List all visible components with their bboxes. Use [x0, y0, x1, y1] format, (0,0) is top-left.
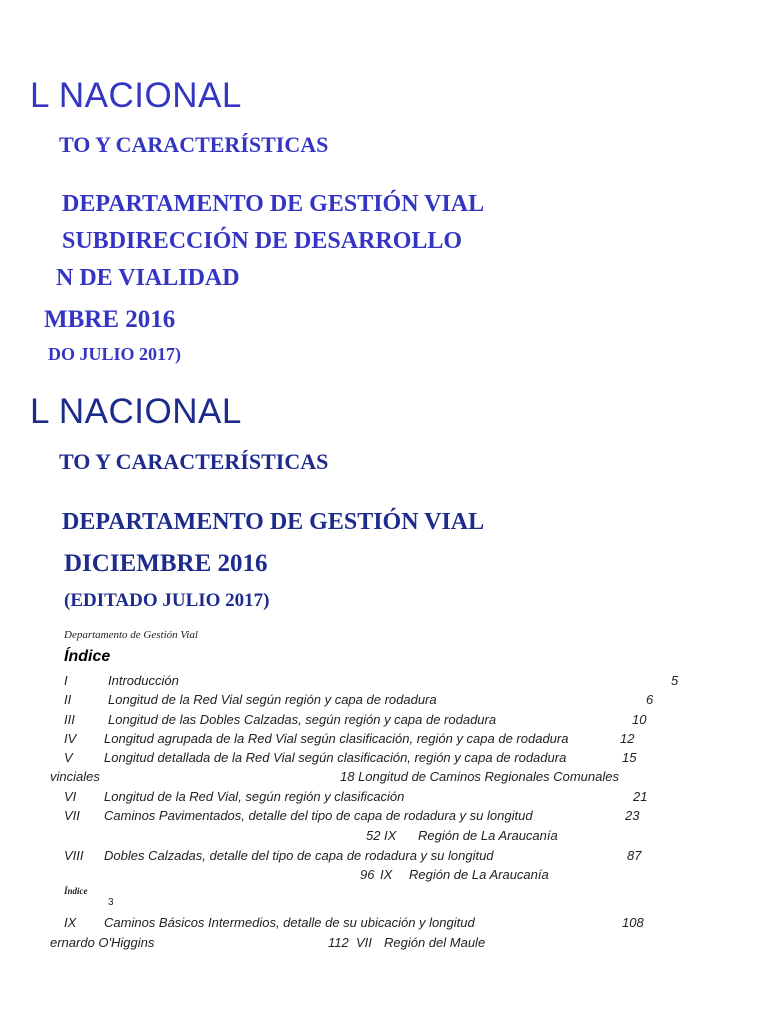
edited-line-2: (EDITADO JULIO 2017)	[64, 590, 270, 611]
toc-title[interactable]: Longitud detallada de la Red Vial según clasificación, región y capa de rodadura	[104, 750, 567, 765]
toc-page: 21	[633, 789, 648, 804]
toc-page: 96	[360, 867, 375, 882]
heading-red-vial-nacional-2: L NACIONAL	[30, 392, 242, 431]
subdireccion-line: SUBDIRECCIÓN DE DESARROLLO	[62, 228, 463, 254]
toc-num: VII	[64, 808, 80, 823]
toc-title[interactable]: Región del Maule	[384, 935, 486, 950]
toc-page: 52	[366, 828, 381, 843]
toc-page: 23	[625, 808, 640, 823]
running-footer-indice: Índice	[64, 886, 88, 896]
toc-page: 6	[646, 692, 654, 707]
subtitle-caracteristicas-1: TO Y CARACTERÍSTICAS	[59, 132, 329, 157]
toc-page: 5	[671, 673, 679, 688]
toc-fragment-left: vinciales	[50, 769, 100, 784]
toc-title[interactable]: Longitud de la Red Vial, según región y clasificación	[104, 789, 405, 804]
direccion-vialidad-line: N DE VIALIDAD	[56, 265, 240, 291]
toc-page: 87	[627, 848, 642, 863]
toc-title[interactable]: Región de La Araucanía	[409, 867, 549, 882]
toc-num: IX	[64, 915, 77, 930]
date-line-1: MBRE 2016	[44, 306, 176, 333]
toc-num: III	[64, 712, 75, 727]
toc-page: 10	[632, 712, 647, 727]
page-number: 3	[108, 897, 114, 908]
department-line-1: DEPARTAMENTO DE GESTIÓN VIAL	[62, 191, 485, 217]
toc-num: IX	[384, 828, 397, 843]
toc-num: VII	[356, 935, 372, 950]
toc-title[interactable]: Introducción	[108, 673, 179, 688]
toc-page: 108	[622, 915, 644, 930]
toc-num: IX	[380, 867, 393, 882]
toc-title[interactable]: Longitud de las Dobles Calzadas, según región y capa de rodadura	[108, 712, 497, 727]
toc-num: IV	[64, 731, 77, 746]
toc-title[interactable]: Región de La Araucanía	[418, 828, 558, 843]
toc-title[interactable]: Dobles Calzadas, detalle del tipo de capa de rodadura y su longitud	[104, 848, 494, 863]
toc-title[interactable]: Longitud de la Red Vial según región y capa de rodadura	[108, 692, 437, 707]
toc-title[interactable]: Caminos Básicos Intermedios, detalle de su ubicación y longitud	[104, 915, 475, 930]
indice-title: Índice	[64, 648, 111, 665]
toc-page: 12	[620, 731, 635, 746]
toc-title[interactable]: Longitud agrupada de la Red Vial según clasificación, región y capa de rodadura	[104, 731, 569, 746]
toc-num: VI	[64, 789, 77, 804]
toc-num: V	[64, 750, 73, 765]
edited-line-1: DO JULIO 2017)	[48, 344, 182, 364]
toc-fragment-right[interactable]: 18 Longitud de Caminos Regionales Comunales	[340, 769, 619, 784]
toc-num: II	[64, 692, 72, 707]
running-header: Departamento de Gestión Vial	[64, 629, 198, 641]
heading-red-vial-nacional-1: L NACIONAL	[30, 76, 242, 115]
date-line-2: DICIEMBRE 2016	[64, 550, 268, 577]
toc-page: 15	[622, 750, 637, 765]
subtitle-caracteristicas-2: TO Y CARACTERÍSTICAS	[59, 449, 329, 474]
toc-title[interactable]: Caminos Pavimentados, detalle del tipo de capa de rodadura y su longitud	[104, 808, 533, 823]
toc-num: VIII	[64, 848, 84, 863]
department-line-2: DEPARTAMENTO DE GESTIÓN VIAL	[62, 509, 485, 535]
toc-page: 112	[328, 935, 349, 950]
toc-fragment-left: ernardo O'Higgins	[50, 935, 155, 950]
toc-num: I	[64, 673, 68, 688]
